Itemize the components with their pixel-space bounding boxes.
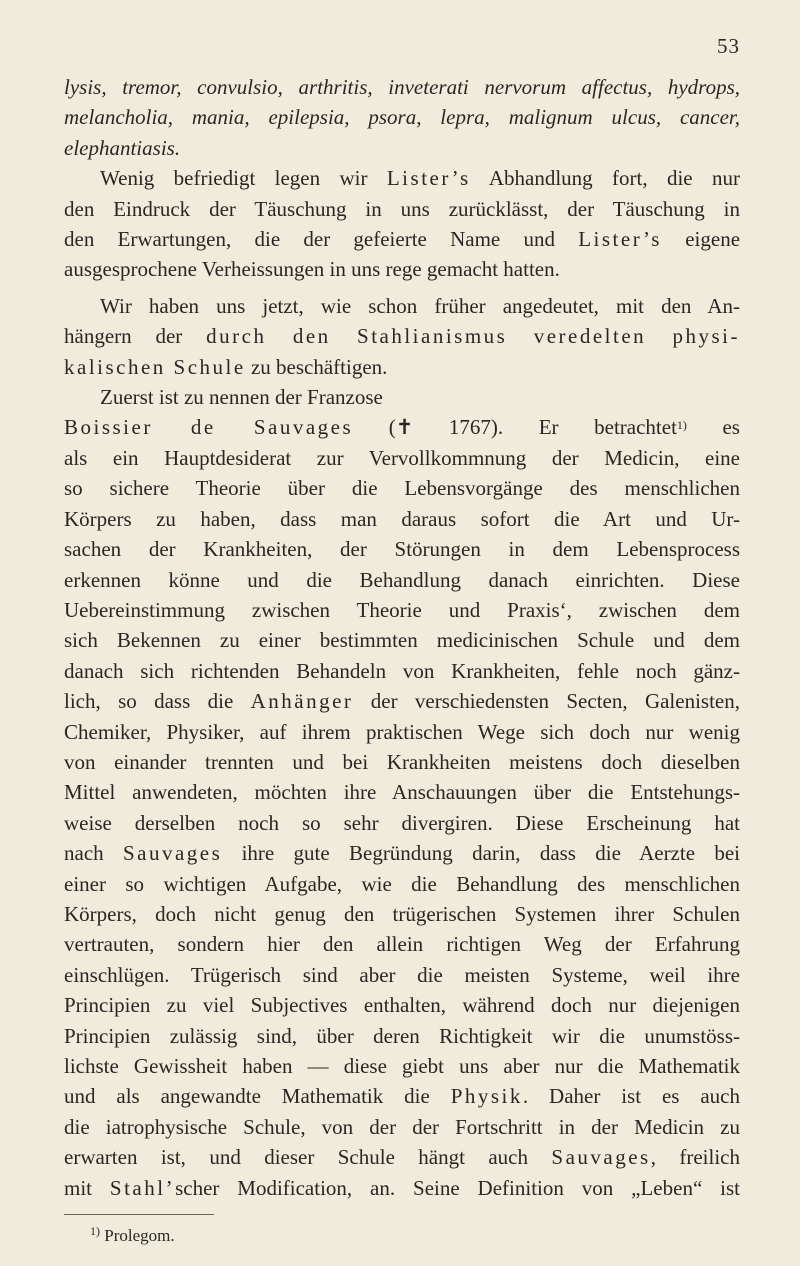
text-line: die iatrophysische Schule, von der der Fortschritt in der Medicin zu <box>64 1114 740 1139</box>
text-line: ausgesprochene Verheissungen in uns rege gemacht hatten. <box>64 257 560 282</box>
text-line: Principien zulässig sind, über deren Richtigkeit wir die unumstöss- <box>64 1023 740 1048</box>
text-line: erwarten ist, und dieser Schule hängt auch Sauvages, freilich <box>64 1145 740 1170</box>
text-line: Boissier de Sauvages (✝ 1767). Er betrachtet$^{1)}$ es <box>64 415 740 440</box>
text-line: Principien zu viel Subjectives enthalten, während doch nur diejenigen <box>64 993 740 1018</box>
text-line: lichste Gewissheit haben — diese giebt uns aber nur die Mathematik <box>64 1054 740 1078</box>
text-line: lysis, tremor, convulsio, arthritis, inveterati nervorum affectus, hydrops, <box>64 75 740 99</box>
text-line: Wir haben uns jetzt, wie schon früher angedeutet, mit den An- <box>100 293 740 318</box>
book-page <box>64 0 740 1266</box>
text-line: sich Bekennen zu einer bestimmten medicinischen Schule und dem <box>64 628 740 653</box>
page-number: 53 <box>717 34 740 58</box>
text-line: Wenig befriedigt legen wir Lister’s Abhandlung fort, die nur <box>100 166 740 191</box>
text-line: Körpers zu haben, dass man daraus sofort die Art und Ur- <box>64 506 740 531</box>
text-line: weise derselben noch so sehr divergiren. Diese Erscheinung hat <box>64 810 740 835</box>
footnote-marker: 1) <box>90 1224 100 1238</box>
paragraph-sauvages <box>64 382 740 1203</box>
author-name: Boissier de Sauvages <box>64 415 354 440</box>
text-line: einer so wichtigen Aufgabe, wie die Behandlung des menschlichen <box>64 871 740 896</box>
text-line: so sichere Theorie über die Lebensvorgänge des menschlichen <box>64 476 740 501</box>
text-line: lich, so dass die Anhänger der verschiedensten Secten, Galenisten, <box>64 689 740 714</box>
author-name: Stahl’ <box>109 1175 176 1200</box>
footnote-text: Prolegom. <box>100 1226 175 1245</box>
text-line: von einander trennten und bei Krankheiten meistens doch dieselben <box>64 749 740 774</box>
footnote <box>90 1226 175 1246</box>
author-name: Lister’s <box>386 166 471 191</box>
footnote-divider <box>64 1214 214 1215</box>
author-name: Sauvages <box>551 1145 651 1170</box>
text-line: melancholia, mania, epilepsia, psora, lepra, malignum ulcus, cancer, <box>64 105 740 130</box>
author-name: Sauvages <box>122 841 223 866</box>
text-line: den Eindruck der Täuschung in uns zurücklässt, der Täuschung in <box>64 196 740 221</box>
text-line: Chemiker, Physiker, auf ihrem praktischen Wege sich doch nur wenig <box>64 719 740 744</box>
paragraph-stahlianism <box>64 291 740 382</box>
text-line: danach sich richtenden Behandeln von Krankheiten, fehle noch gänz- <box>64 658 740 683</box>
text-line: als ein Hauptdesiderat zur Vervollkommnung der Medicin, eine <box>64 445 740 470</box>
text-line: den Erwartungen, die der gefeierte Name und Lister’s eigene <box>64 227 741 252</box>
text-line: Körpers, doch nicht genug den trügerischen Systemen ihrer Schulen <box>64 901 740 926</box>
paragraph-lister <box>64 163 740 285</box>
text-line: Zuerst ist zu nennen der Franzose <box>100 385 383 410</box>
text-line: einschlügen. Trügerisch sind aber die meisten Systeme, weil ihre <box>64 962 740 987</box>
text-line: kalischen Schule zu beschäftigen. <box>64 354 388 379</box>
author-name: Lister’s <box>578 227 662 252</box>
text-line: hängern der durch den Stahlianismus veredelten physi- <box>64 324 741 349</box>
footnote-reference: 1) <box>676 418 687 433</box>
text-line: Mittel anwendeten, möchten ihre Anschauungen über die Entstehungs- <box>64 780 740 805</box>
text-line: und als angewandte Mathematik die Physik. Daher ist es auch <box>64 1084 740 1109</box>
text-line: nach Sauvages ihre gute Begründung darin, dass die Aerzte bei <box>64 841 740 866</box>
text-line: vertrauten, sondern hier den allein richtigen Weg der Erfahrung <box>64 932 740 957</box>
text-line: erkennen könne und die Behandlung danach einrichten. Diese <box>64 567 740 592</box>
text-line: sachen der Krankheiten, der Störungen in dem Lebensprocess <box>64 537 740 562</box>
paragraph-disease-list <box>64 72 740 163</box>
text-line: Uebereinstimmung zwischen Theorie und Praxis‘, zwischen dem <box>64 597 740 622</box>
body-text <box>64 72 740 1203</box>
text-line: mit Stahl’scher Modification, an. Seine Definition von „Leben“ ist <box>64 1175 740 1200</box>
text-line: elephantiasis. <box>64 135 181 160</box>
